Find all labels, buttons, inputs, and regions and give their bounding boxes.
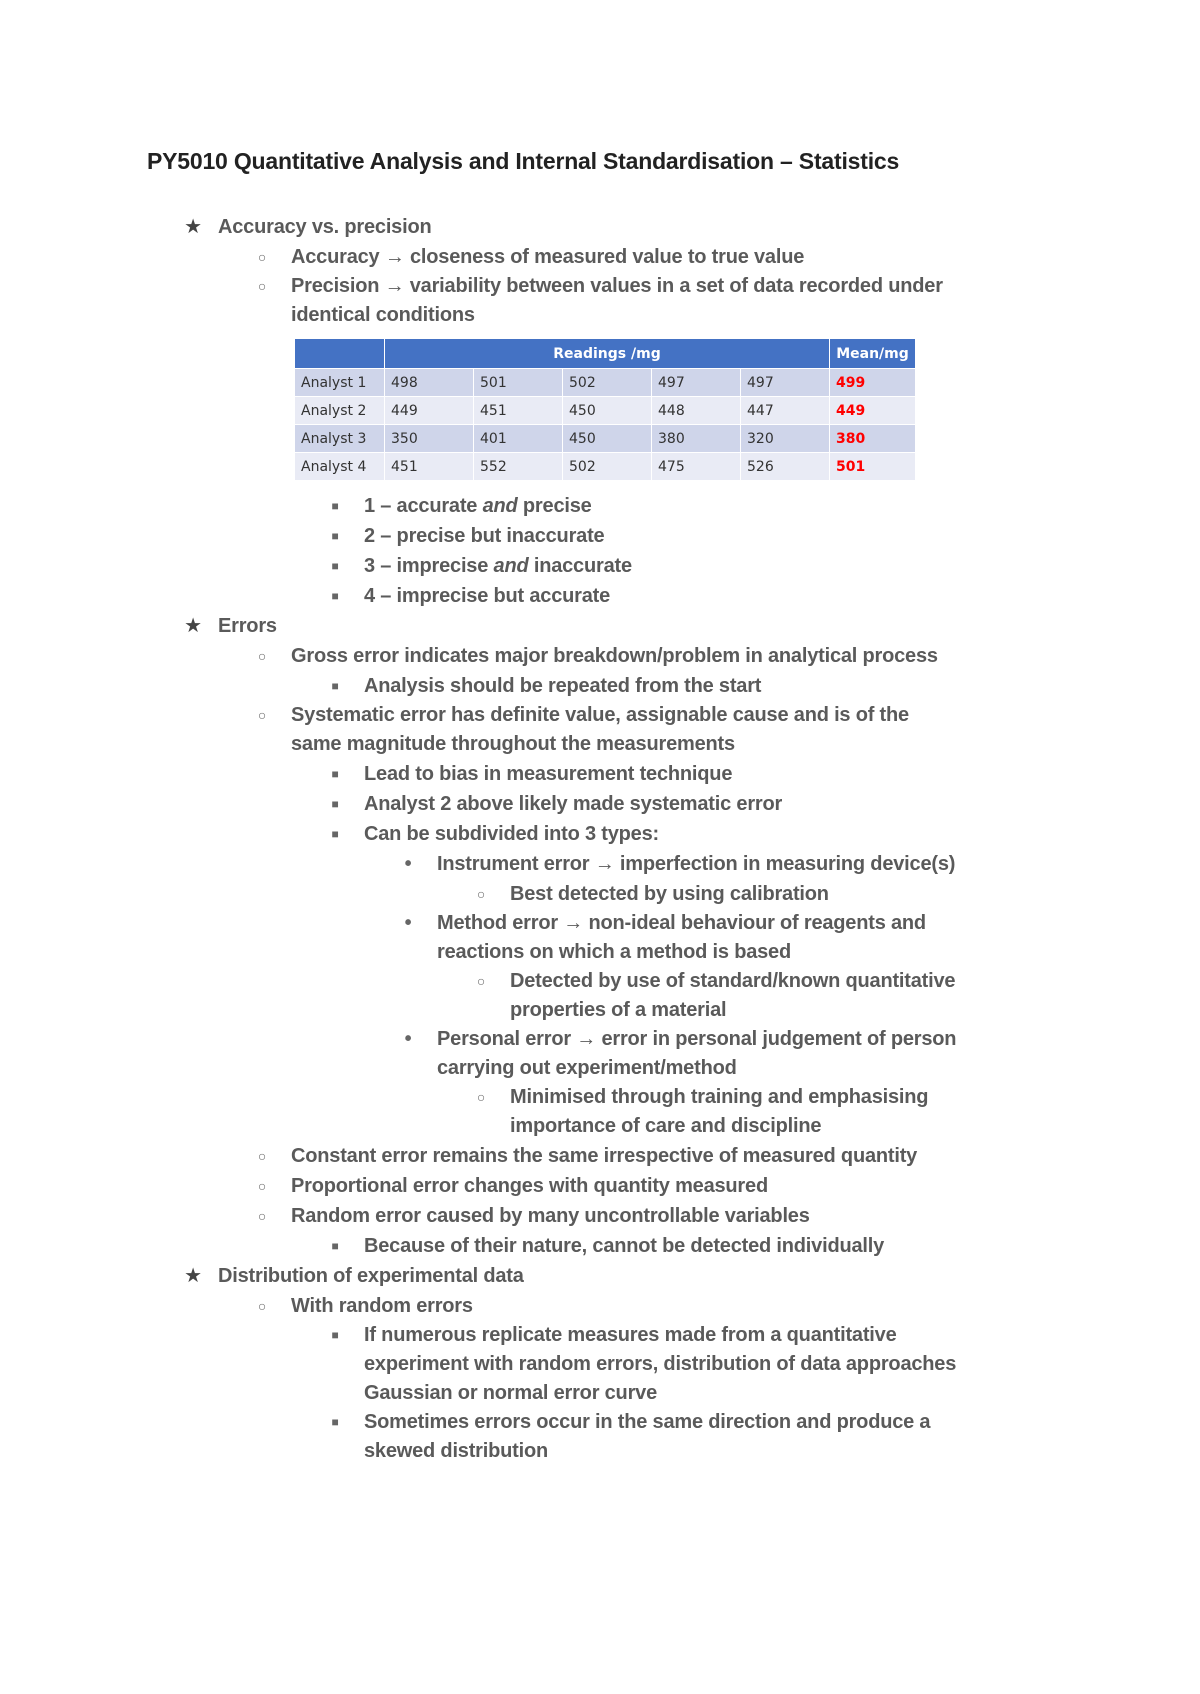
mean-value: 501 [830,453,916,481]
dot-bullet-icon: • [404,1028,412,1050]
square-bullet-icon: ■ [331,1415,339,1429]
table-header-readings: Readings /mg [385,339,830,369]
square-bullet-icon: ■ [331,767,339,781]
list-item: • Personal error → error in personal judgement of person carrying out experiment/method [0,1025,1200,1083]
table-header-blank [295,339,385,369]
list-item: ■ Analysis should be repeated from the start [0,671,1200,701]
circle-bullet-icon: ○ [476,1089,486,1105]
star-bullet-icon: ★ [184,1265,202,1287]
list-item: ○ Detected by use of standard/known quantitative properties of a material [0,967,1200,1025]
mean-value: 499 [830,369,916,397]
circle-bullet-icon: ○ [257,1148,267,1164]
list-item: ○ Accuracy → closeness of measured value to true value [0,242,1200,272]
square-bullet-icon: ■ [331,1328,339,1342]
table-header-mean: Mean/mg [830,339,916,369]
list-item: ○ Random error caused by many uncontrollable variables [0,1201,1200,1231]
list-item: ○ Precision → variability between values in a set of data recorded under identical conditions [0,272,1200,330]
list-item: ■ 4 – imprecise but accurate [0,581,1200,611]
list-item: ○ Gross error indicates major breakdown/problem in analytical process [0,641,1200,671]
list-item: ■ Sometimes errors occur in the same direction and produce a skewed distribution [0,1408,1200,1466]
list-item: ■ Can be subdivided into 3 types: [0,819,1200,849]
list-item: ○ With random errors [0,1291,1200,1321]
table-row: Analyst 4 451 552 502 475 526 501 [295,453,916,481]
star-bullet-icon: ★ [184,216,202,238]
list-item: ○ Proportional error changes with quantity measured [0,1171,1200,1201]
list-item: ○ Constant error remains the same irrespective of measured quantity [0,1141,1200,1171]
list-item: • Method error → non-ideal behaviour of reagents and reactions on which a method is based [0,909,1200,967]
section-distribution: ★ Distribution of experimental data [0,1261,1200,1291]
list-item: ■ 3 – imprecise and inaccurate [0,551,1200,581]
square-bullet-icon: ■ [331,529,339,543]
circle-bullet-icon: ○ [257,648,267,664]
dot-bullet-icon: • [404,912,412,934]
document-body [0,212,1200,1466]
circle-bullet-icon: ○ [257,1208,267,1224]
list-item: ■ Because of their nature, cannot be detected individually [0,1231,1200,1261]
square-bullet-icon: ■ [331,499,339,513]
table-row: Analyst 2 449 451 450 448 447 449 [295,397,916,425]
circle-bullet-icon: ○ [257,707,267,723]
section-errors: ★ Errors [0,611,1200,641]
readings-table [294,338,916,481]
list-item: ■ Lead to bias in measurement technique [0,759,1200,789]
square-bullet-icon: ■ [331,797,339,811]
square-bullet-icon: ■ [331,559,339,573]
circle-bullet-icon: ○ [257,1178,267,1194]
square-bullet-icon: ■ [331,827,339,841]
list-item: ■ 1 – accurate and precise [0,491,1200,521]
star-bullet-icon: ★ [184,615,202,637]
mean-value: 449 [830,397,916,425]
mean-value: 380 [830,425,916,453]
square-bullet-icon: ■ [331,589,339,603]
list-item: ■ Analyst 2 above likely made systematic error [0,789,1200,819]
list-item: ○ Minimised through training and emphasising importance of care and discipline [0,1083,1200,1141]
table-row: Analyst 3 350 401 450 380 320 380 [295,425,916,453]
circle-bullet-icon: ○ [257,278,267,294]
circle-bullet-icon: ○ [257,249,267,265]
list-item: ○ Systematic error has definite value, assignable cause and is of the same magnitude throughout the measurements [0,701,1200,759]
section-accuracy-precision: ★ Accuracy vs. precision [0,212,1200,242]
list-item: • Instrument error → imperfection in measuring device(s) [0,849,1200,879]
square-bullet-icon: ■ [331,1239,339,1253]
square-bullet-icon: ■ [331,679,339,693]
circle-bullet-icon: ○ [257,1298,267,1314]
list-item: ■ If numerous replicate measures made from a quantitative experiment with random errors, distribution of data approaches Gaussian or normal error curve [0,1321,1200,1408]
circle-bullet-icon: ○ [476,886,486,902]
list-item: ○ Best detected by using calibration [0,879,1200,909]
dot-bullet-icon: • [404,853,412,875]
table-row: Analyst 1 498 501 502 497 497 499 [295,369,916,397]
circle-bullet-icon: ○ [476,973,486,989]
list-item: ■ 2 – precise but inaccurate [0,521,1200,551]
page-title: PY5010 Quantitative Analysis and Internal Standardisation – Statistics [147,148,900,174]
